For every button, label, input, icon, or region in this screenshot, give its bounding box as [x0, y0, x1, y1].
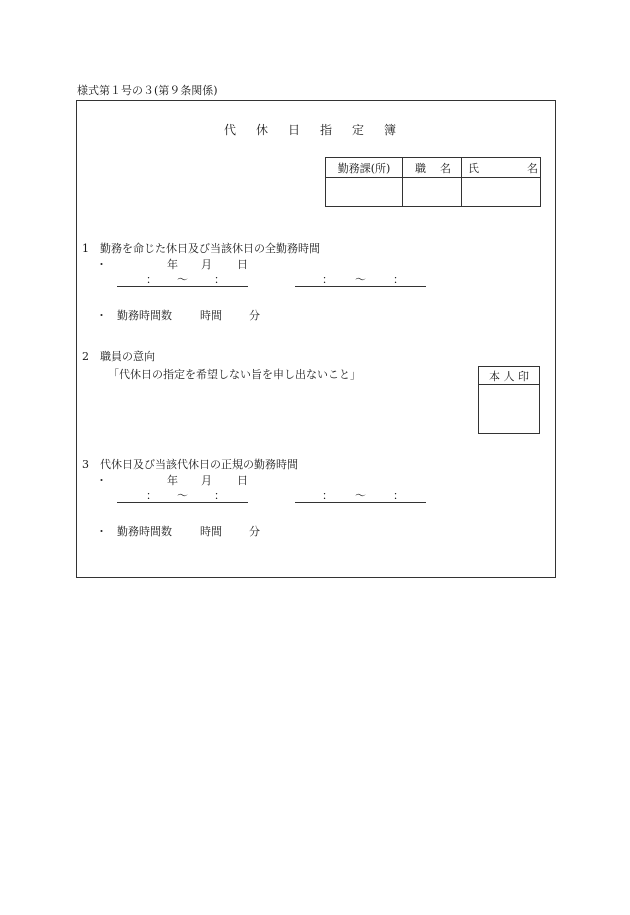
section3-heading: 3 代休日及び当該代休日の正規の勤務時間	[82, 458, 298, 471]
section1-nen: 年	[167, 258, 178, 271]
header-col-department: 勤務課(所)	[326, 158, 403, 178]
section3-tsuki: 月	[201, 474, 212, 487]
section1-bullet-2: ・	[96, 309, 107, 322]
section3-hours-label: 勤務時間数	[117, 525, 172, 538]
section1-tilde-1: ～	[177, 273, 188, 286]
name-entry-cell[interactable]	[462, 178, 541, 207]
form-label: 様式第１号の３(第９条関係)	[77, 84, 218, 97]
title-char: 簿	[384, 123, 397, 137]
section1-time-line-1[interactable]	[117, 286, 248, 287]
section3-colon-4: ：	[393, 489, 404, 502]
section3-tilde-1: ～	[177, 489, 188, 502]
title-char: 定	[352, 123, 365, 137]
seal-box[interactable]	[479, 385, 540, 434]
section3-colon-1: ：	[146, 489, 157, 502]
seal-label: 本 人 印	[479, 367, 540, 385]
section1-time-line-2[interactable]	[295, 286, 426, 287]
section3-tilde-2: ～	[355, 489, 366, 502]
section2-statement: 「代休日の指定を希望しない旨を申し出ないこと」	[108, 368, 361, 381]
section1-tsuki: 月	[201, 258, 212, 271]
section1-heading: 1 勤務を命じた休日及び当該休日の全勤務時間	[82, 242, 320, 255]
section1-colon-3: ：	[322, 273, 333, 286]
section1-hi: 日	[237, 258, 248, 271]
section2-heading: 2 職員の意向	[82, 350, 155, 363]
title-entry-cell[interactable]	[403, 178, 462, 207]
form-title	[224, 121, 416, 138]
section3-fun: 分	[249, 525, 260, 538]
section1-tilde-2: ～	[355, 273, 366, 286]
title-char: 日	[288, 123, 301, 137]
section1-jikan: 時間	[200, 309, 222, 322]
department-entry-cell[interactable]	[326, 178, 403, 207]
section3-time-line-2[interactable]	[295, 502, 426, 503]
section3-nen: 年	[167, 474, 178, 487]
section3-jikan: 時間	[200, 525, 222, 538]
seal-table	[478, 366, 540, 434]
section1-bullet: ・	[96, 258, 107, 271]
header-col-name-a: 氏	[468, 161, 479, 175]
header-col-title	[403, 158, 462, 178]
section1-colon-1: ：	[146, 273, 157, 286]
header-col-name	[462, 158, 541, 178]
section3-hi: 日	[237, 474, 248, 487]
section1-fun: 分	[249, 309, 260, 322]
section1-colon-4: ：	[393, 273, 404, 286]
header-col-title-a: 職	[415, 161, 426, 175]
title-char: 代	[224, 123, 237, 137]
header-col-title-b: 名	[440, 161, 451, 175]
section3-bullet-2: ・	[96, 525, 107, 538]
section1-hours-label: 勤務時間数	[117, 309, 172, 322]
section1-colon-2: ：	[214, 273, 225, 286]
title-char: 指	[320, 123, 333, 137]
title-char: 休	[256, 123, 269, 137]
header-col-name-b: 名	[527, 161, 538, 175]
section3-bullet: ・	[96, 474, 107, 487]
header-table	[325, 157, 541, 207]
section3-time-line-1[interactable]	[117, 502, 248, 503]
section3-colon-2: ：	[214, 489, 225, 502]
section3-colon-3: ：	[322, 489, 333, 502]
